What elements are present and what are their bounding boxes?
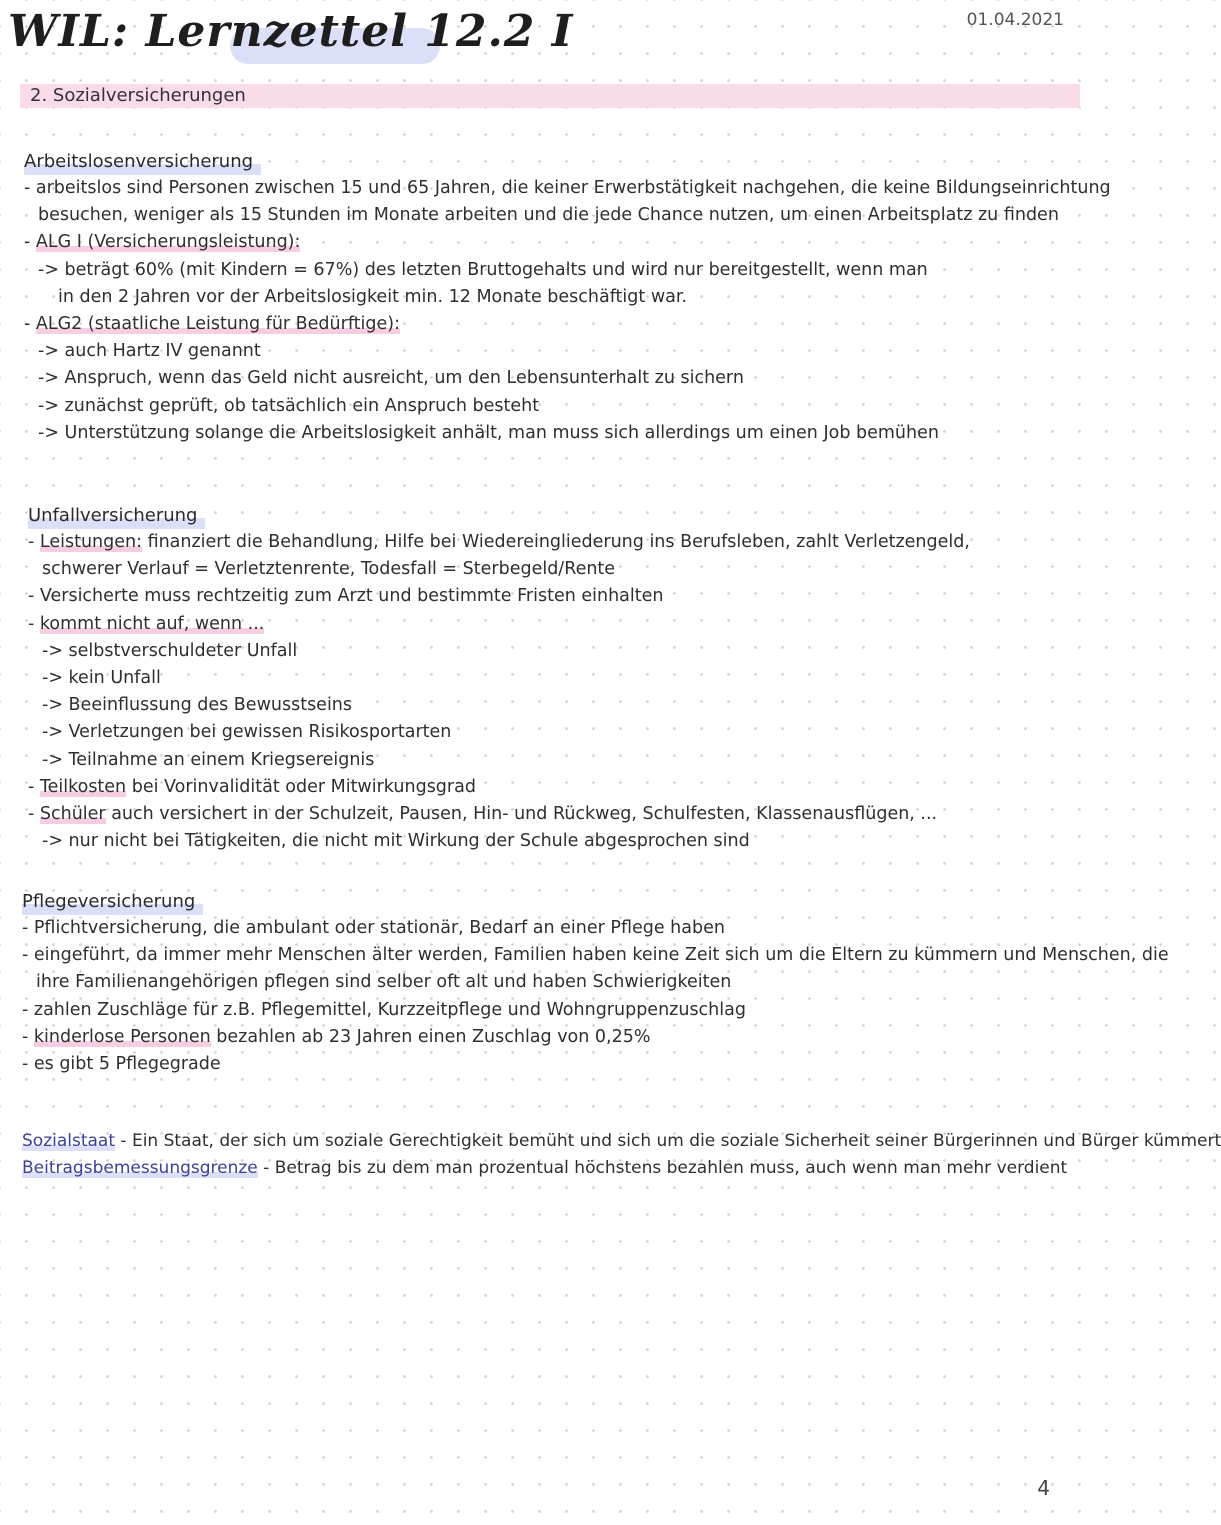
heading-arbeitslosenversicherung: Arbeitslosenversicherung: [24, 148, 261, 175]
note-text: finanziert die Behandlung, Hilfe bei Wiedereingliederung ins Berufsleben, zahlt Verletzengeld,: [142, 532, 970, 552]
definition-text: - Ein Staat, der sich um soziale Gerechtigkeit bemüht und sich um die soziale Sicherheit seiner Bürgerinnen und Bürger kümmert: [115, 1131, 1221, 1151]
date: 01.04.2021: [966, 10, 1064, 30]
note-line: -> beträgt 60% (mit Kindern = 67%) des letzten Bruttogehalts und wird nur bereitgestellt, wenn man: [38, 259, 928, 280]
note-line: -> Anspruch, wenn das Geld nicht ausreicht, um den Lebensunterhalt zu sichern: [38, 368, 744, 389]
highlight-term: kinderlose Personen: [33, 1026, 211, 1047]
section-title: 2. Sozialversicherungen: [30, 85, 246, 106]
note-line: [24, 311, 1064, 338]
note-line: schwerer Verlauf = Verletztenrente, Todesfall = Sterbegeld/Rente: [42, 559, 616, 580]
note-line: [22, 1024, 1062, 1051]
note-line: -> auch Hartz IV genannt: [38, 341, 261, 362]
note-line: - eingeführt, da immer mehr Menschen älter werden, Familien haben keine Zeit sich um die Eltern zu kümmern und Menschen, die: [22, 945, 1169, 966]
bullet: -: [28, 613, 40, 634]
note-text: bezahlen ab 23 Jahren einen Zuschlag von 0,25%: [210, 1026, 651, 1047]
note-line: ihre Familienangehörigen pflegen sind selber oft alt und haben Schwierigkeiten: [36, 972, 732, 993]
note-line: - Versicherte muss rechtzeitig zum Arzt und bestimmte Fristen einhalten: [28, 586, 664, 607]
page-title: WIL: Lernzettel 12.2 I: [8, 6, 574, 57]
note-text: auch versichert in der Schulzeit, Pausen, Hin- und Rückweg, Schulfesten, Klassenausflügen, ...: [105, 804, 938, 825]
note-line: -> kein Unfall: [42, 668, 161, 689]
note-line: -> Verletzungen bei gewissen Risikosportarten: [42, 722, 452, 743]
heading-pflegeversicherung: Pflegeversicherung: [22, 888, 203, 915]
page-number: 4: [1037, 1476, 1050, 1500]
note-line: - zahlen Zuschläge für z.B. Pflegemittel, Kurzzeitpflege und Wohngruppenzuschlag: [22, 999, 746, 1020]
note-line: -> selbstverschuldeter Unfall: [42, 640, 298, 661]
highlight-term: Leistungen:: [39, 532, 142, 552]
definition-term: Sozialstaat: [22, 1131, 116, 1151]
bullet: -: [24, 314, 36, 335]
definition-text: - Betrag bis zu dem man prozentual höchstens bezahlen muss, auch wenn man mehr verdient: [257, 1158, 1068, 1179]
heading-unfallversicherung: Unfallversicherung: [28, 502, 205, 529]
bullet: -: [28, 532, 40, 552]
bullet: -: [22, 1026, 34, 1047]
title-area: [0, 6, 573, 57]
highlight-term: ALG2 (staatliche Leistung für Bedürftige):: [35, 314, 401, 335]
definition-beitragsbemessungsgrenze: [22, 1155, 1068, 1182]
highlight-term: kommt nicht auf, wenn ...: [39, 613, 265, 634]
bullet: -: [28, 804, 40, 825]
highlight-term: Schüler: [39, 804, 106, 825]
note-line: -> Teilnahme an einem Kriegsereignis: [42, 749, 375, 770]
note-line: - Pflichtversicherung, die ambulant oder stationär, Bedarf an einer Pflege haben: [22, 918, 725, 938]
section-unfallversicherung: [28, 502, 1068, 855]
bullet: -: [24, 232, 36, 253]
section-pflegeversicherung: [22, 888, 1169, 1078]
definition-sozialstaat: [22, 1128, 1221, 1155]
section-definitions: [22, 1128, 1221, 1182]
note-line: - arbeitslos sind Personen zwischen 15 und 65 Jahren, die keiner Erwerbstätigkeit nachgehen, die keine Bildungseinrichtung: [24, 178, 1111, 198]
note-line: [28, 611, 1068, 638]
highlight-term: ALG I (Versicherungsleistung):: [35, 232, 301, 253]
note-line: -> zunächst geprüft, ob tatsächlich ein Anspruch besteht: [38, 395, 540, 416]
bullet: -: [28, 776, 40, 797]
note-line: - es gibt 5 Pflegegrade: [22, 1054, 221, 1075]
highlight-term: Teilkosten: [39, 776, 127, 797]
note-line: in den 2 Jahren vor der Arbeitslosigkeit min. 12 Monate beschäftigt war.: [58, 286, 688, 307]
note-line: besuchen, weniger als 15 Stunden im Monate arbeiten und die jede Chance nutzen, um einen Arbeitsplatz zu finden: [38, 205, 1059, 226]
note-line: [28, 774, 1068, 801]
note-line: -> Unterstützung solange die Arbeitslosigkeit anhält, man muss sich allerdings um einen Job bemühen: [38, 422, 939, 443]
note-line: [28, 529, 1068, 556]
note-text: bei Vorinvalidität oder Mitwirkungsgrad: [126, 776, 476, 797]
definition-term: Beitragsbemessungsgrenze: [22, 1158, 258, 1179]
note-line: -> Beeinflussung des Bewusstseins: [42, 695, 353, 716]
note-line: [28, 801, 1068, 828]
note-line: -> nur nicht bei Tätigkeiten, die nicht mit Wirkung der Schule abgesprochen sind: [42, 831, 750, 852]
section-arbeitslosenversicherung: [24, 148, 1111, 447]
note-line: [24, 229, 1064, 256]
